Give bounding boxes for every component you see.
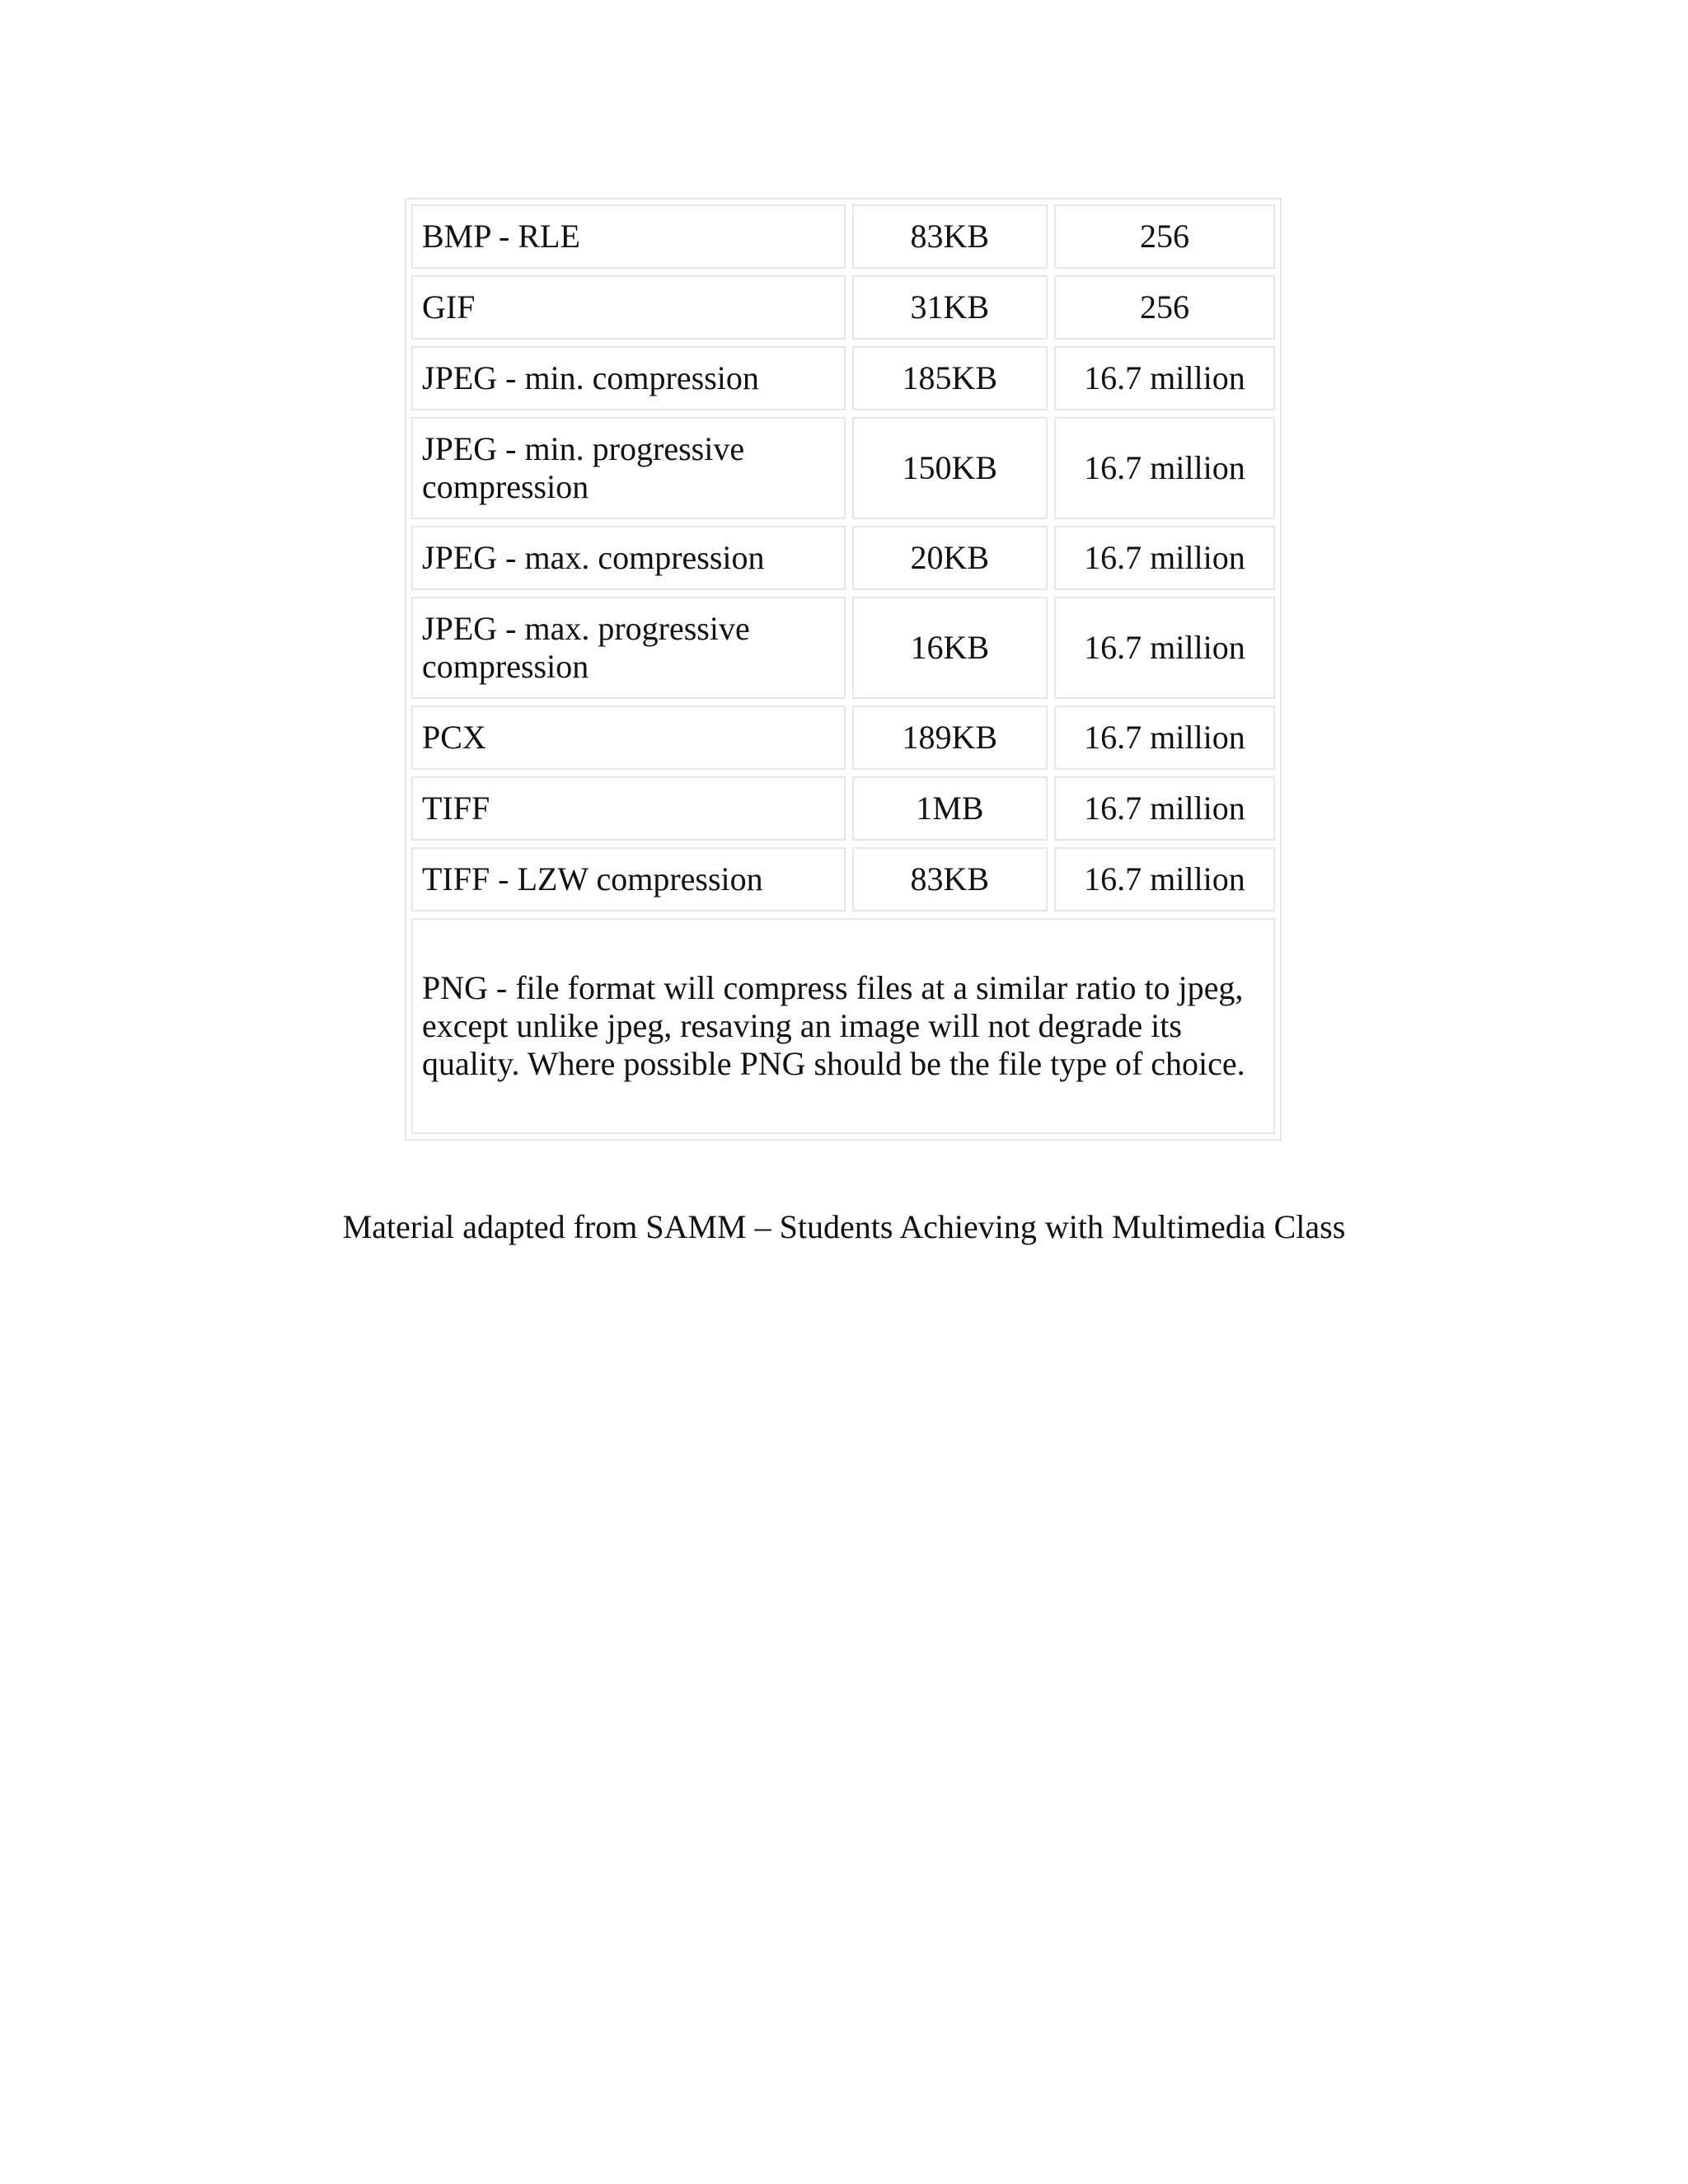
colors-cell: 16.7 million — [1054, 776, 1275, 841]
size-cell: 185KB — [852, 346, 1048, 410]
size-cell: 150KB — [852, 417, 1048, 519]
table-row — [411, 847, 1275, 912]
colors-cell: 16.7 million — [1054, 526, 1275, 590]
table-row — [411, 705, 1275, 770]
format-cell: JPEG - min. progressive compression — [411, 417, 846, 519]
colors-cell: 256 — [1054, 275, 1275, 340]
size-cell: 83KB — [852, 847, 1048, 912]
table-row — [411, 275, 1275, 340]
size-cell: 31KB — [852, 275, 1048, 340]
size-cell: 83KB — [852, 204, 1048, 269]
colors-cell: 256 — [1054, 204, 1275, 269]
table-note-row — [411, 918, 1275, 1134]
table-row — [411, 526, 1275, 590]
table-row — [411, 204, 1275, 269]
format-cell: JPEG - min. compression — [411, 346, 846, 410]
source-credit: Material adapted from SAMM – Students Achieving with Multimedia Class — [342, 1208, 1346, 1245]
format-cell: TIFF - LZW compression — [411, 847, 846, 912]
table-row — [411, 776, 1275, 841]
colors-cell: 16.7 million — [1054, 346, 1275, 410]
colors-cell: 16.7 million — [1054, 597, 1275, 699]
size-cell: 189KB — [852, 705, 1048, 770]
size-cell: 20KB — [852, 526, 1048, 590]
format-cell: JPEG - max. progressive compression — [411, 597, 846, 699]
format-cell: GIF — [411, 275, 846, 340]
colors-cell: 16.7 million — [1054, 705, 1275, 770]
table-row — [411, 597, 1275, 699]
table-row — [411, 346, 1275, 410]
format-cell: BMP - RLE — [411, 204, 846, 269]
file-format-table — [405, 198, 1282, 1141]
colors-cell: 16.7 million — [1054, 847, 1275, 912]
png-note: PNG - file format will compress files at a similar ratio to jpeg, except unlike jpeg, resaving an image will not degrade its quality. Where possible PNG should be the file type of choice. — [411, 918, 1275, 1134]
file-format-table-grid — [405, 198, 1282, 1141]
format-cell: JPEG - max. compression — [411, 526, 846, 590]
size-cell: 1MB — [852, 776, 1048, 841]
format-cell: PCX — [411, 705, 846, 770]
colors-cell: 16.7 million — [1054, 417, 1275, 519]
format-cell: TIFF — [411, 776, 846, 841]
size-cell: 16KB — [852, 597, 1048, 699]
table-row — [411, 417, 1275, 519]
